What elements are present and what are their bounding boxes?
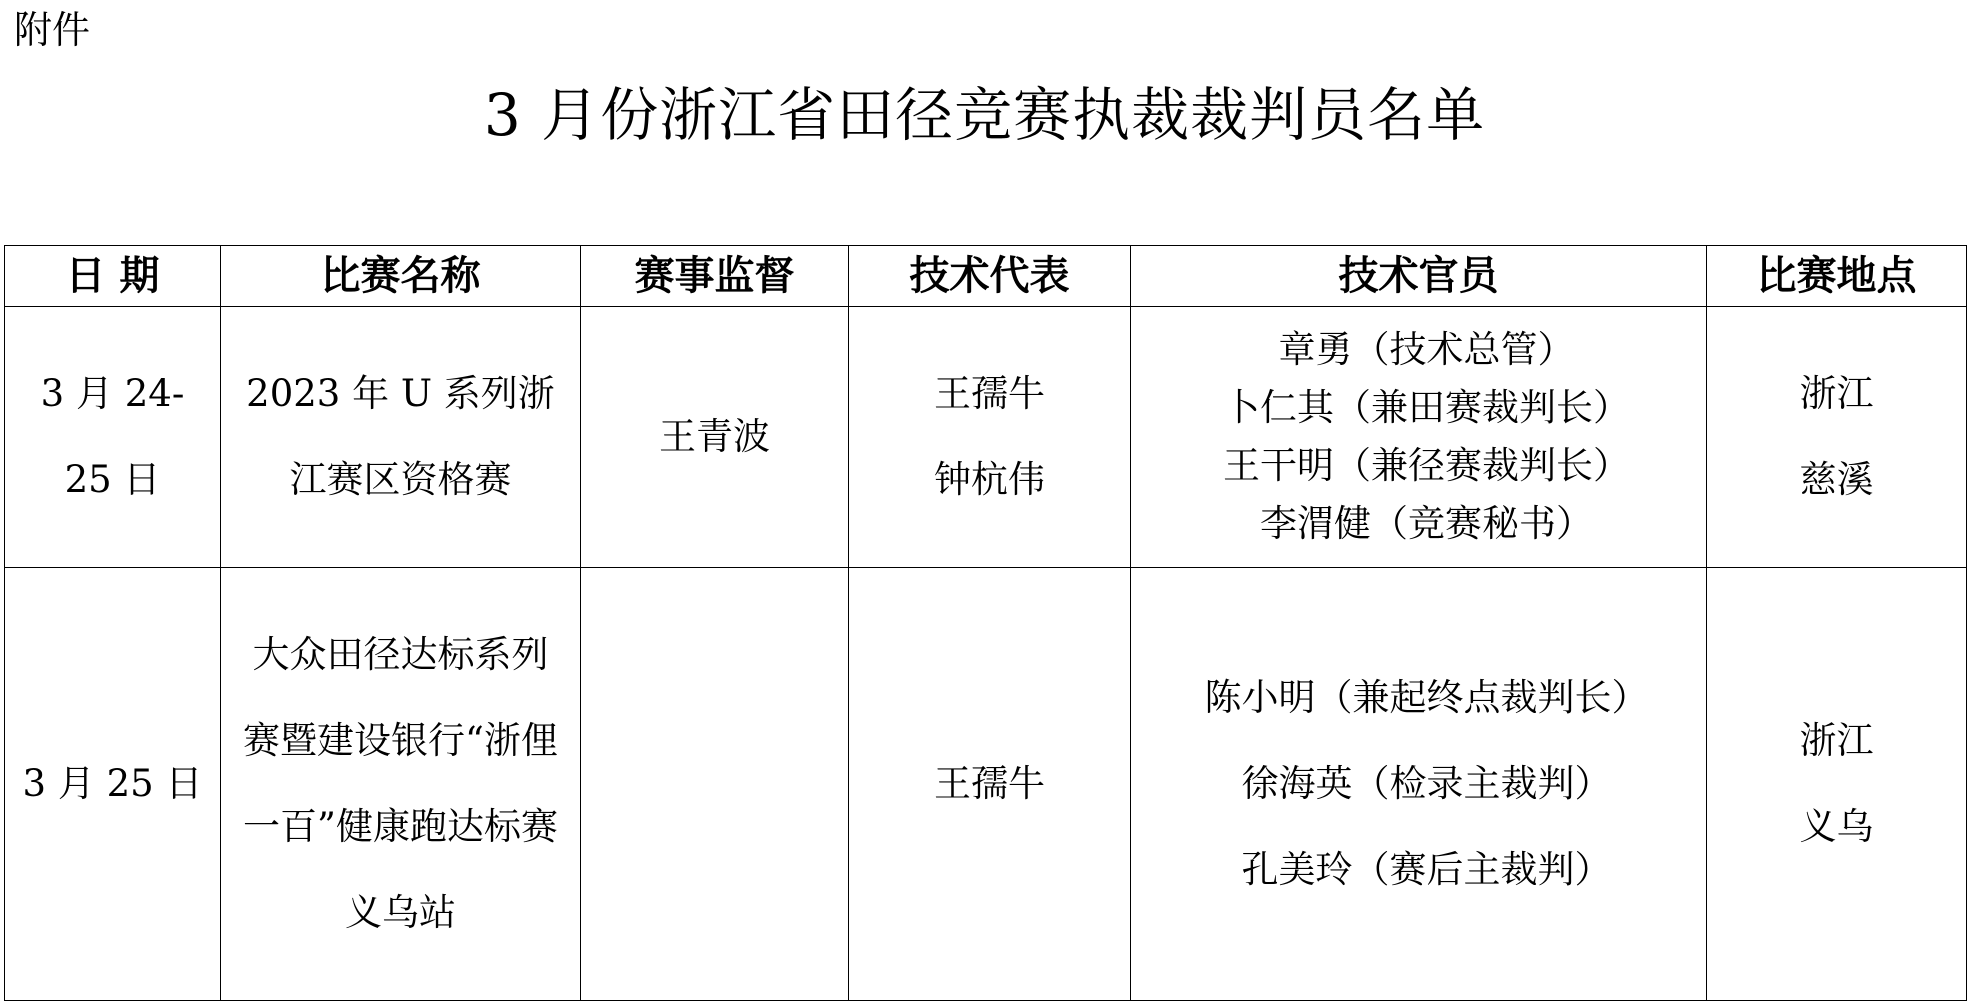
- technical-delegate-cell: [849, 307, 1131, 568]
- event-name-text: 2023 年 U 系列浙江赛区资格赛: [246, 372, 555, 501]
- header-date: 日 期: [5, 246, 221, 307]
- event-name-cell: [221, 307, 581, 568]
- header-venue: 比赛地点: [1707, 246, 1967, 307]
- event-name-text: 大众田径达标系列赛暨建设银行“浙俚一百”健康跑达标赛义乌站: [243, 633, 558, 934]
- table-row: [5, 307, 1967, 568]
- header-technical-delegate: 技术代表: [849, 246, 1131, 307]
- document-title: 3 月份浙江省田径竞赛执裁裁判员名单: [483, 81, 1486, 149]
- technical-delegate-name: 钟杭伟: [934, 458, 1045, 501]
- venue-city: 慈溪: [1799, 458, 1874, 501]
- technical-officials-cell: [1131, 568, 1707, 1001]
- venue-province: 浙江: [1799, 719, 1874, 762]
- date-text: 3 月 24-25 日: [40, 372, 185, 501]
- header-supervisor: 赛事监督: [581, 246, 849, 307]
- date-text: 3 月 25 日: [22, 762, 203, 805]
- date-cell: [5, 568, 221, 1001]
- venue-cell: [1707, 307, 1967, 568]
- table-header-row: [5, 246, 1967, 307]
- header-event-name: 比赛名称: [221, 246, 581, 307]
- supervisor-name: 王青波: [659, 415, 770, 458]
- event-name-cell: [221, 568, 581, 1001]
- venue-city: 义乌: [1799, 805, 1874, 848]
- attachment-label: 附件: [14, 8, 91, 52]
- technical-official-entry: 章勇（技术总管）: [1278, 328, 1575, 371]
- technical-official-entry: 卜仁其（兼田赛裁判长）: [1223, 386, 1630, 429]
- table-row: [5, 568, 1967, 1001]
- technical-official-entry: 王干明（兼径赛裁判长）: [1223, 444, 1630, 487]
- referee-roster-table: [4, 245, 1967, 1001]
- technical-official-entry: 孔美玲（赛后主裁判）: [1241, 848, 1612, 891]
- technical-delegate-name: 王孺牛: [934, 762, 1045, 805]
- supervisor-cell: [581, 307, 849, 568]
- supervisor-cell: [581, 568, 849, 1001]
- venue-cell: [1707, 568, 1967, 1001]
- date-cell: [5, 307, 221, 568]
- technical-delegate-name: 王孺牛: [934, 372, 1045, 415]
- header-technical-officials: 技术官员: [1131, 246, 1707, 307]
- venue-province: 浙江: [1799, 372, 1874, 415]
- technical-official-entry: 李渭健（竞赛秘书）: [1260, 502, 1593, 545]
- technical-official-entry: 陈小明（兼起终点裁判长）: [1204, 676, 1649, 719]
- technical-officials-cell: [1131, 307, 1707, 568]
- technical-official-entry: 徐海英（检录主裁判）: [1241, 762, 1612, 805]
- technical-delegate-cell: [849, 568, 1131, 1001]
